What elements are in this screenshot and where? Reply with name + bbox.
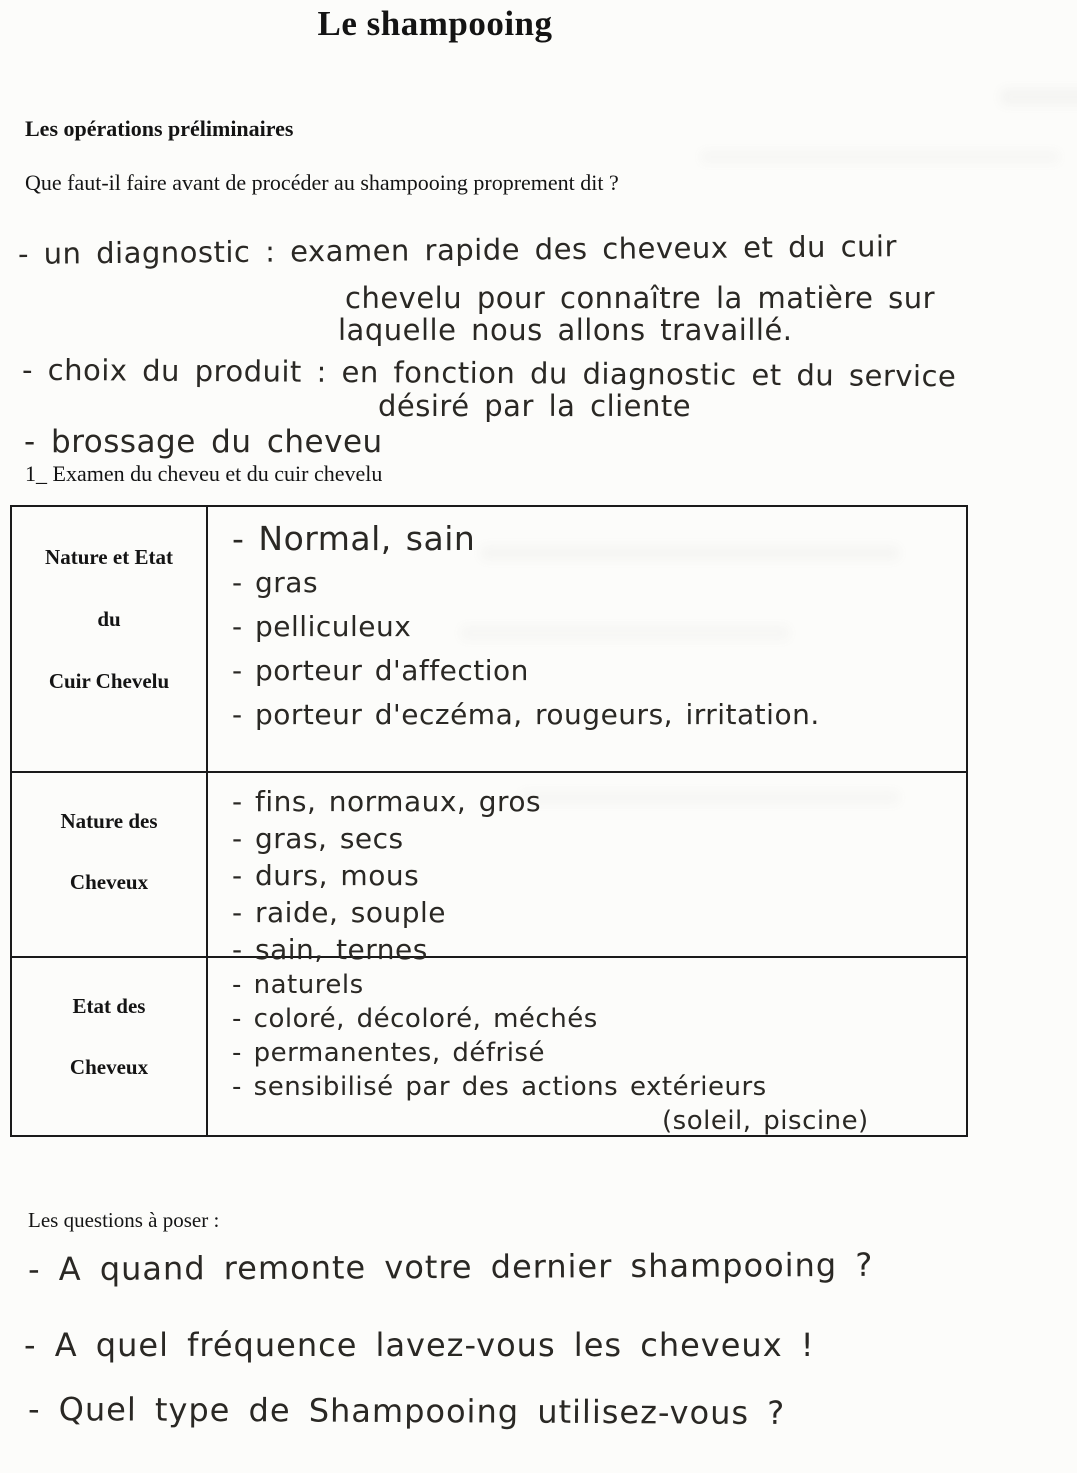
row-header-line: Nature et Etat: [45, 545, 173, 569]
row-header-line: Etat des: [72, 994, 146, 1018]
handwritten-product-choice-line-1: - choix du produit : en fonction du diagnostic et du service: [21, 352, 957, 394]
handwritten-brushing-line: - brossage du cheveu: [24, 424, 383, 460]
handwritten-entry: - fins, normaux, gros: [232, 785, 542, 818]
handwritten-entry: - sensibilisé par des actions extérieurs: [232, 1072, 767, 1102]
section-heading: Les opérations préliminaires: [25, 116, 294, 141]
handwritten-entry: - porteur d'eczéma, rougeurs, irritation.: [232, 698, 820, 731]
table-caption: 1_ Examen du cheveu et du cuir chevelu: [25, 461, 383, 486]
row-header-hair-nature: [12, 773, 208, 956]
row-content-hair-nature: [208, 773, 966, 966]
handwritten-entry-parenthetical: (soleil, piscine): [662, 1106, 869, 1136]
row-header-line: Cheveux: [69, 870, 149, 894]
exam-table: [10, 505, 968, 1137]
handwritten-entry: - durs, mous: [232, 859, 420, 892]
intro-question: Que faut-il faire avant de procéder au shampooing proprement dit ?: [25, 170, 619, 195]
handwritten-entry: - porteur d'affection: [232, 654, 529, 687]
row-header-scalp: [12, 507, 208, 771]
handwritten-diagnostic-line-2: chevelu pour connaître la matière sur: [345, 281, 936, 315]
handwritten-question-2: - A quel fréquence lavez-vous les cheveux !: [24, 1326, 815, 1364]
handwritten-entry: - Normal, sain: [232, 519, 476, 558]
row-header-line: Cheveux: [69, 1055, 149, 1079]
table-row-hair-nature: [12, 773, 966, 966]
handwritten-entry: - gras, secs: [232, 822, 404, 855]
handwritten-question-1: - A quand remonte votre dernier shampooing ?: [27, 1245, 874, 1289]
handwritten-entry: - raide, souple: [232, 896, 446, 929]
handwritten-entry: - permanentes, défrisé: [232, 1038, 545, 1068]
handwritten-entry: - sain, ternes: [232, 933, 428, 966]
handwritten-entry: - gras: [232, 566, 319, 599]
questions-heading: Les questions à poser :: [28, 1208, 220, 1232]
row-header-line: Cuir Chevelu: [48, 669, 170, 693]
handwritten-question-3: - Quel type de Shampooing utilisez-vous ?: [27, 1390, 786, 1432]
table-row-hair-state: [12, 958, 966, 1135]
row-header-line: du: [97, 607, 121, 631]
scan-bleed-artifact: [1000, 88, 1077, 106]
row-content-hair-state: [208, 958, 966, 1135]
handwritten-product-choice-line-2: désiré par la cliente: [378, 389, 692, 423]
handwritten-entry: - coloré, décoloré, méchés: [232, 1004, 598, 1034]
row-header-hair-state: [12, 958, 208, 1135]
handwritten-entry: - pelliculeux: [232, 610, 412, 643]
scan-bleed-artifact: [700, 150, 1060, 164]
row-content-scalp: [208, 507, 966, 771]
page-title: Le shampooing: [317, 4, 553, 43]
row-header-line: Nature des: [60, 809, 158, 833]
handwritten-entry: - naturels: [232, 970, 364, 1000]
handwritten-diagnostic-line-1: - un diagnostic : examen rapide des cheveux et du cuir: [17, 229, 898, 271]
handwritten-diagnostic-line-3: laquelle nous allons travaillé.: [338, 313, 793, 347]
table-row-scalp: [12, 507, 966, 773]
